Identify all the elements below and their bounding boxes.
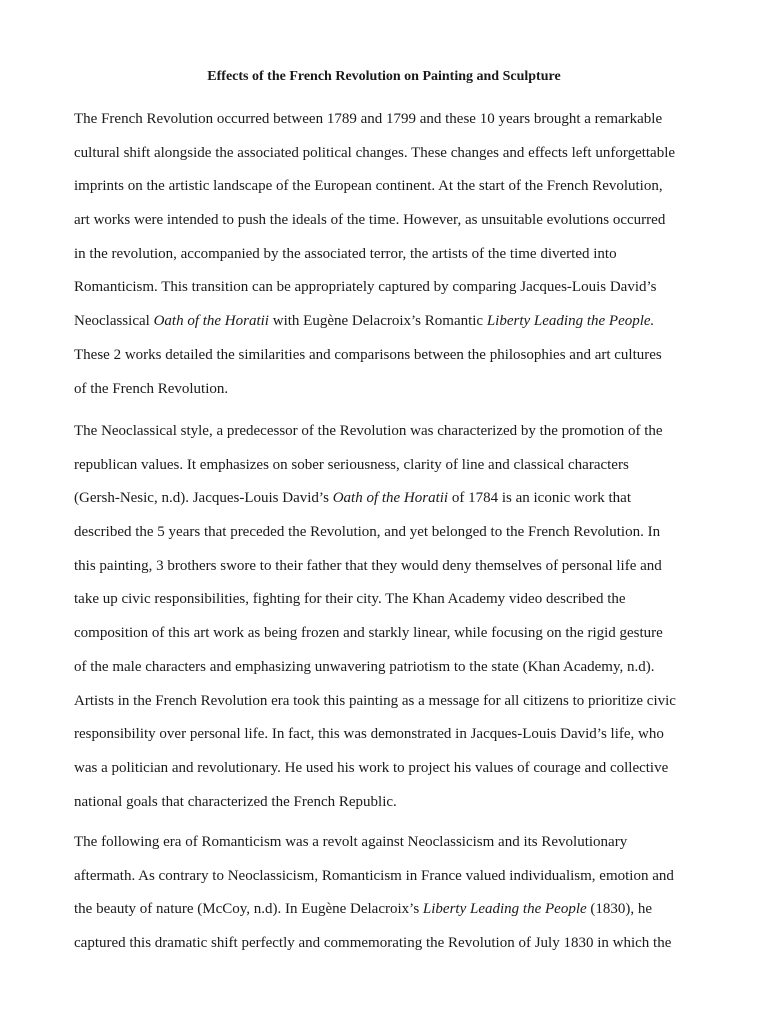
line-text: aftermath. As contrary to Neoclassicism, Romanticism in France valued individualism, emotion and [74,867,674,884]
text-line [74,793,676,827]
text-line [74,278,675,312]
text-line [74,312,675,346]
line-text: (1830), he [586,901,653,918]
text-line [74,759,676,793]
line-text: national goals that characterized the French Republic. [74,793,397,810]
artwork-title: Liberty Leading the People [422,901,587,918]
line-text: responsibility over personal life. In fact, this was demonstrated in Jacques-Louis David’s life, who [74,726,664,743]
text-line [74,523,676,557]
line-text: The following era of Romanticism was a revolt against Neoclassicism and its Revolutionary [74,834,628,850]
text-line [74,422,676,456]
line-text: was a politician and revolutionary. He used his work to project his values of courage and collective [74,759,669,776]
text-line [74,380,675,414]
text-line [74,590,676,624]
artwork-title: Oath of the Horatii [153,313,269,330]
paragraph-3 [74,833,674,968]
line-text: cultural shift alongside the associated political changes. These changes and effects left unforgettable [74,144,676,161]
line-text: of 1784 is an iconic work that [448,490,631,507]
text-line [74,456,676,490]
text-line [74,489,676,523]
text-line [74,867,674,901]
line-text: composition of this art work as being frozen and starkly linear, while focusing on the rigid gesture [74,625,663,642]
line-text: Neoclassical [74,313,154,330]
text-line [74,346,675,380]
line-text: Artists in the French Revolution era took this painting as a message for all citizens to prioritize civic [74,692,676,709]
line-text: These 2 works detailed the similarities and comparisons between the philosophies and art cultures [74,346,662,363]
line-text: art works were intended to push the ideals of the time. However, as unsuitable evolutions occurred [74,212,666,229]
line-text: take up civic responsibilities, fighting for their city. The Khan Academy video described the [74,591,626,608]
text-line [74,658,676,692]
line-text: the beauty of nature (McCoy, n.d). In Eugène Delacroix’s [74,901,423,918]
line-text: this painting, 3 brothers swore to their father that they would deny themselves of personal life and [74,557,662,574]
line-text: with Eugène Delacroix’s Romantic [268,313,487,330]
line-text: in the revolution, accompanied by the associated terror, the artists of the time diverted into [74,245,617,262]
line-text: of the French Revolution. [74,380,229,397]
line-text: The French Revolution occurred between 1789 and 1799 and these 10 years brought a remarkable [74,111,663,127]
text-line [74,110,675,144]
text-line [74,833,674,867]
line-text: Romanticism. This transition can be appropriately captured by comparing Jacques-Louis David’s [74,279,657,296]
artwork-title: Oath of the Horatii [332,490,449,507]
text-line [74,557,676,591]
line-text: republican values. It emphasizes on sober seriousness, clarity of line and classical characters [74,456,629,473]
line-text: captured this dramatic shift perfectly and commemorating the Revolution of July 1830 in which the [74,935,672,952]
line-text: (Gersh-Nesic, n.d). Jacques-Louis David’s [74,490,333,507]
paragraph-2 [74,422,676,826]
text-line [74,900,674,934]
line-text: described the 5 years that preceded the Revolution, and yet belonged to the French Revolution. In [74,524,661,541]
text-line [74,725,676,759]
text-line [74,692,676,726]
text-line [74,624,676,658]
artwork-title: Liberty Leading the People. [486,313,655,330]
text-line [74,177,675,211]
line-text: imprints on the artistic landscape of the European continent. At the start of the French Revolution, [74,178,663,195]
line-text: The Neoclassical style, a predecessor of the Revolution was characterized by the promotion of the [74,423,663,439]
document-title: Effects of the French Revolution on Painting and Sculpture [207,69,561,84]
paragraph-1 [74,110,675,413]
text-line [74,934,674,968]
text-line [74,245,675,279]
text-line [74,211,675,245]
text-line [74,144,675,178]
line-text: of the male characters and emphasizing unwavering patriotism to the state (Khan Academy, n.d). [74,658,655,675]
